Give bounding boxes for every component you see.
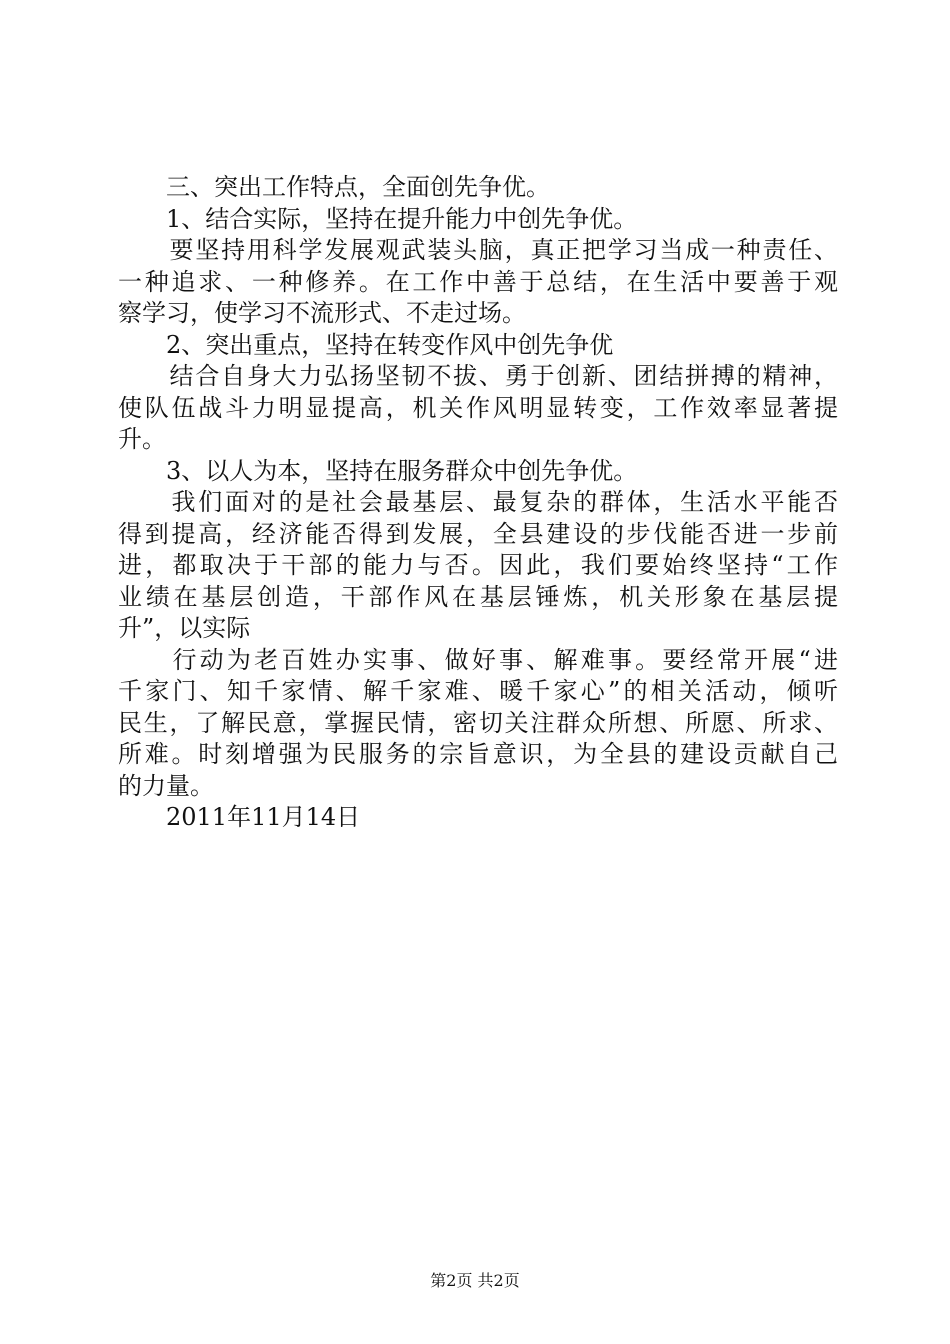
subheading-item-1: 1、结合实际，坚持在提升能力中创先争优。 [118,204,638,233]
paragraph-line: 民生，了解民意，掌握民情，密切关注群众所想、所愿、所求、 [118,708,838,737]
document-body [118,172,838,834]
paragraph-line: 使队伍战斗力明显提高，机关作风明显转变，工作效率显著提 [118,393,838,422]
document-date: 2011年11月14日 [118,803,361,831]
page-number-footer: 第2页 共2页 [430,1271,520,1290]
paragraph-line: 一种追求、一种修养。在工作中善于总结，在生活中要善于观 [118,267,838,296]
subheading-item-3: 3、以人为本，坚持在服务群众中创先争优。 [118,456,638,485]
paragraph-line: 得到提高，经济能否得到发展，全县建设的步伐能否进一步前 [118,519,838,548]
paragraph-line: 进，都取决于干部的能力与否。因此，我们要始终坚持“工作 [118,551,838,579]
paragraph-line: 升。 [118,425,166,453]
subheading-item-2: 2、突出重点，坚持在转变作风中创先争优 [118,330,614,359]
paragraph-line: 要坚持用科学发展观武装头脑，真正把学习当成一种责任、 [118,236,838,264]
heading-section-three: 三、突出工作特点，全面创先争优。 [118,173,550,201]
paragraph-line: 所难。时刻增强为民服务的宗旨意识，为全县的建设贡献自己 [118,740,838,768]
paragraph-line: 千家门、知千家情、解千家难、暖千家心”的相关活动，倾听 [118,677,838,705]
paragraph-line: 升”，以实际 [118,614,251,642]
paragraph-line: 的力量。 [118,771,214,800]
paragraph-line: 察学习，使学习不流形式、不走过场。 [118,299,526,327]
paragraph-line: 我们面对的是社会最基层、最复杂的群体，生活水平能否 [118,488,838,516]
paragraph-line: 行动为老百姓办实事、做好事、解难事。要经常开展“进 [118,645,838,674]
paragraph-line: 业绩在基层创造，干部作风在基层锤炼，机关形象在基层提 [118,582,838,611]
paragraph-line: 结合自身大力弘扬坚韧不拔、勇于创新、团结拼搏的精神， [118,362,838,390]
